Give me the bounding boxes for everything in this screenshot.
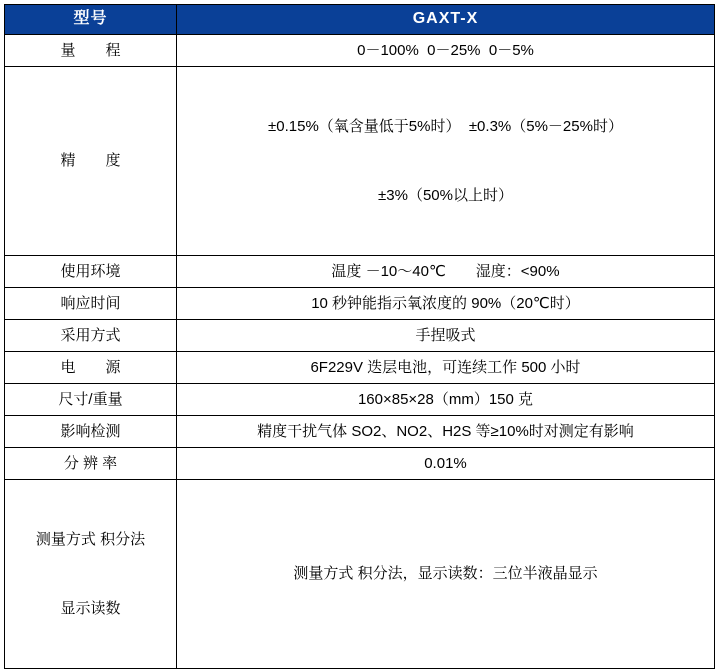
row-value — [177, 256, 715, 288]
row-label-text: 尺寸/重量 — [58, 390, 123, 408]
row-value — [177, 448, 715, 480]
spec-table — [4, 4, 715, 669]
row-label-text: 电 源 — [60, 358, 121, 376]
table-row-environment — [5, 256, 715, 288]
row-label — [5, 35, 177, 67]
row-value-text: 10 秒钟能指示氧浓度的 90%（20℃时） — [311, 294, 580, 312]
row-label — [5, 288, 177, 320]
row-value-text: 测量方式 积分法，显示读数：三位半液晶显示 — [293, 565, 598, 583]
row-value-text: 手捏吸式 — [415, 326, 476, 344]
table-row-range — [5, 35, 715, 67]
row-value-text: 6F229V 迭层电池，可连续工作 500 小时 — [310, 358, 581, 376]
row-label-text: 采用方式 — [60, 326, 121, 344]
row-label-text: 分 辨 率 — [63, 454, 118, 472]
row-value — [177, 288, 715, 320]
table-row-accuracy — [5, 67, 715, 256]
row-value — [177, 320, 715, 352]
row-value-text: 160×85×28（mm）150 克 — [357, 390, 534, 408]
row-label — [5, 352, 177, 384]
row-label-text: 影响检测 — [60, 422, 121, 440]
row-value — [177, 352, 715, 384]
row-label — [5, 480, 177, 669]
row-value-text: 温度 －10～40℃ 湿度：<90% — [331, 262, 560, 280]
row-value-text-line2: ±3%（50%以上时） — [378, 187, 513, 205]
row-value-text-line1: ±0.15%（氧含量低于5%时） ±0.3%（5%－25%时） — [268, 117, 623, 135]
table-row-interference — [5, 416, 715, 448]
table-row-sampling-method — [5, 320, 715, 352]
row-label — [5, 320, 177, 352]
row-value — [177, 384, 715, 416]
header-row — [5, 5, 715, 35]
row-label — [5, 384, 177, 416]
row-label — [5, 67, 177, 256]
row-label-text: 响应时间 — [60, 294, 121, 312]
header-model-value: GAXT-X — [177, 5, 715, 35]
header-model-label: 型号 — [5, 5, 177, 35]
row-label — [5, 448, 177, 480]
row-value-text: 0－100% 0－25% 0－5% — [357, 41, 534, 59]
table-row-power — [5, 352, 715, 384]
row-label-text: 使用环境 — [60, 262, 121, 280]
row-label — [5, 256, 177, 288]
table-row-size-weight — [5, 384, 715, 416]
row-value — [177, 416, 715, 448]
row-label-text-line2: 显示读数 — [60, 600, 121, 618]
table-row-resolution — [5, 448, 715, 480]
row-value-text: 精度干扰气体 SO2、NO2、H2S 等≥10%时对测定有影响 — [257, 422, 634, 440]
row-label-text: 精 度 — [60, 152, 121, 170]
table-row-measurement-display — [5, 480, 715, 669]
row-label-text-line1: 测量方式 积分法 — [35, 530, 146, 548]
row-label — [5, 416, 177, 448]
row-value — [177, 35, 715, 67]
table-row-response-time — [5, 288, 715, 320]
row-value — [177, 67, 715, 256]
row-value-text: 0.01% — [424, 454, 467, 472]
row-value — [177, 480, 715, 669]
row-label-text: 量 程 — [60, 41, 121, 59]
